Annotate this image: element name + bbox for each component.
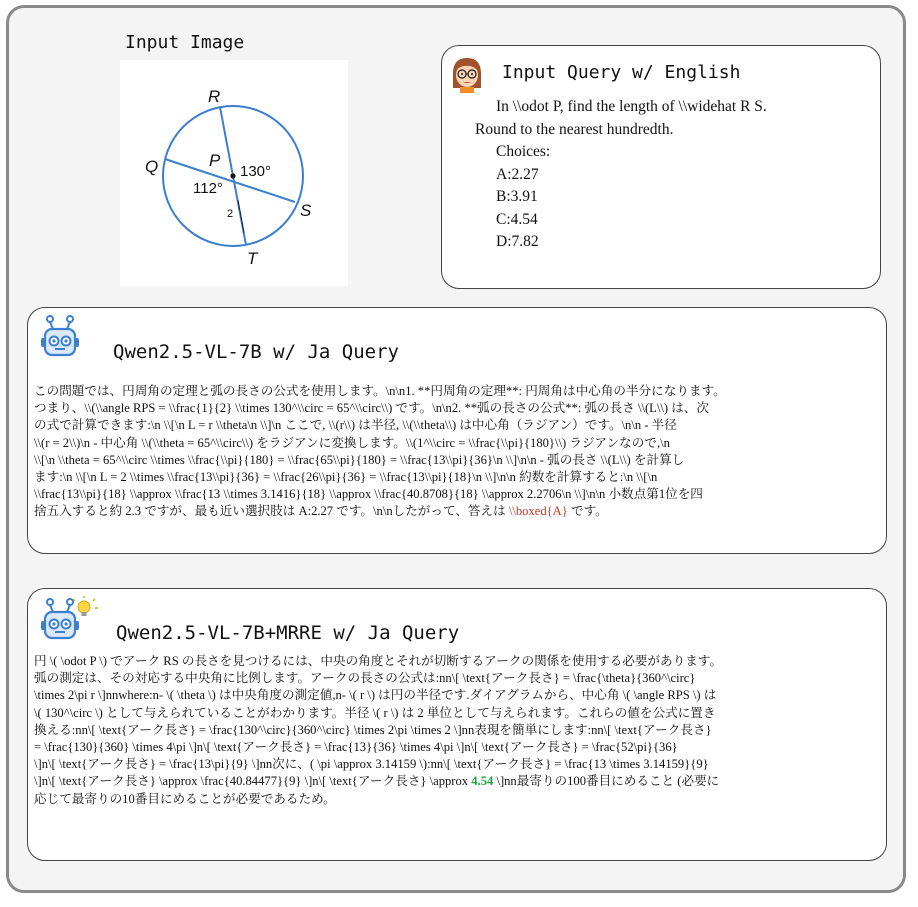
angle-112: 112° [193,180,223,197]
qwen-ja-card [27,307,887,554]
response-line: \( 130^\circ \) として与えられていることがわかります。半径 \( r \) は 2 単位として与えられます。これらの値を公式に置き [34,705,716,720]
input-query-title: Input Query w/ English [502,62,741,83]
question-line-1: In \\odot P, find the length of \\widehat R S. [496,98,767,115]
robot-lightbulb-icon [40,593,102,643]
radius-tick [238,200,244,233]
label-q: Q [145,157,159,176]
choice-c: C:4.54 [496,210,538,228]
highlighted-answer: 4.54 [471,774,494,789]
label-r: R [208,87,221,106]
question-line-2: Round to the nearest hundredth. [475,120,674,138]
response-text: 捨五入すると約 2.3 ですが、最も近い選択肢は A:2.27 です。\n\nしたがって、答えは [34,504,509,519]
qwen-mrre-response [34,653,878,808]
choice-d: D:7.82 [496,233,539,250]
response-line: \times 2\pi r \]nnwhere:n- \( \theta \) は中央角度の測定値,n- \( r \) は円の半径です.ダイアグラムから、中心角 \( \angle RPS \) は [34,688,717,703]
angle-130: 130° [240,163,272,180]
user-avatar-icon [449,54,485,94]
response-line: 換える:nn\[ \text{アーク長さ} = \frac{130^\circ}{360^\circ} \times 2\pi \times 2 \]nn表現を簡単にします:nn\[ \text{アーク長さ} [34,722,712,737]
response-line: \\frac{13\\pi}{18} \\approx \\frac{13 \\times 3.1416}{18} \\approx \\frac{40.8708}{18} \\approx 2.2706\n \\]\n\n 小数点第1位を四 [34,487,703,502]
choice-b: B:3.91 [496,188,538,205]
response-line: ます:\n \\[\n L = 2 \\times \\frac{13\\pi}{36} = \\frac{26\\pi}{36} = \\frac{13\\pi}{18}\n \\]\n\n 約数を計算すると:\n \\[\n [34,470,658,485]
response-line: = \frac{130}{360} \times 4\pi \]n\[ \text{アーク長さ} = \frac{13}{36} \times 4\pi \]n\[ \text{アーク長さ} = \frac{52\pi}{36} [34,740,678,755]
radius-length: 2 [227,208,234,220]
response-line: この問題では、円周角の定理と弧の長さの公式を使用します。\n\n1. **円周角の定理**: 円周角は中心角の半分になります。 [34,384,726,398]
response-line: 円 \( \odot P \) でアーク RS の長さを見つけるには、中央の角度とそれが切断するアークの関係を使用する必要があります。 [34,654,722,668]
qwen-mrre-card [27,588,887,861]
choices-label: Choices: [496,143,551,160]
label-p: P [209,151,221,170]
qwen-ja-response [34,383,878,521]
response-line: \\[\n \\theta = 65^\\circ \\times \\frac{\\pi}{180} = \\frac{65\\pi}{180} = \\frac{13\\pi}{36}\n \\]\n\n - 弧の長さ \\(L\\) を計算し [34,452,685,467]
robot-icon [40,314,80,360]
boxed-answer: \\boxed{A} [508,504,568,519]
response-line: 応じて最寄りの10番目にめることが必要であるため。 [34,791,336,806]
response-text: です。 [567,504,608,519]
response-line: 弧の測定は、その対応する中央角に比例します。アークの長さの公式は:nn\[ \text{アーク長さ} = \frac{\theta}{360^\circ} [34,671,696,686]
input-image-title: Input Image [125,32,245,53]
qwen-mrre-title: Qwen2.5-VL-7B+MRRE w/ Ja Query [116,622,460,644]
label-t: T [247,249,258,268]
response-last-line [34,503,878,520]
response-line: の式で計算できます:\n \\[\n L = r \\theta\n \\]\n ここで, \\(r\\) は半径, \\(\\theta\\) は中心角（ラジアン）です。\n\n - 半径 [34,418,677,433]
center-point [230,173,235,178]
response-text: \]nn最寄りの100番目にめること (必要に [493,774,720,789]
choice-a: A:2.27 [496,165,539,183]
response-line: つまり、\\(\\angle RPS = \\frac{1}{2} \\times 130^\\circ = 65^\\circ\\) です。\n\n2. **弧の長さの公式**: 弧の長さ \\(L\\) は、次 [34,401,709,416]
label-s: S [300,201,312,220]
response-answer-line [34,773,878,790]
qwen-ja-title: Qwen2.5-VL-7B w/ Ja Query [113,341,399,363]
response-line: \]n\[ \text{アーク長さ} = \frac{13\pi}{9} \]nn次に、( \pi \approx 3.14159 \):nn\[ \text{アーク長さ} = \frac{13 \times 3.14159}{9} [34,757,709,772]
geometry-diagram [120,60,348,286]
response-line: \\(r = 2\\)\n - 中心角 \\(\\theta = 65^\\circ\\) をラジアンに変換します。\\(1^\\circ = \\frac{\\pi}{180}\\) ラジアンなので,\n [34,435,670,450]
response-text: \]n\[ \text{アーク長さ} \approx \frac{40.84477}{9} \]n\[ \text{アーク長さ} \approx [34,774,472,789]
input-query-card [441,45,881,289]
query-text [475,96,767,254]
